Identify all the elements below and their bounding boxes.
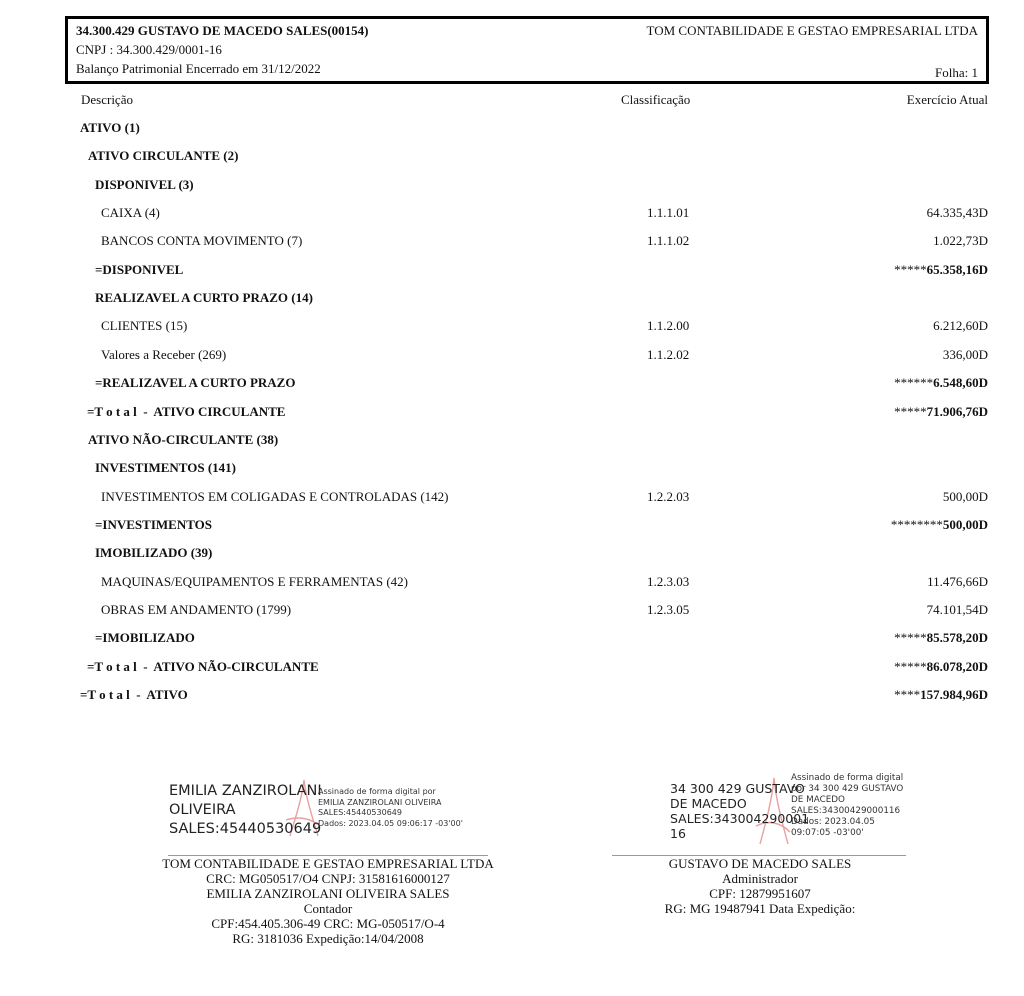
table-row bbox=[0, 628, 1024, 648]
row-description: REALIZAVEL A CURTO PRAZO (14) bbox=[95, 290, 313, 306]
right-signature-block: GUSTAVO DE MACEDO SALES Administrador CPF: 12879951607 RG: MG 19487941 Data Expedição: bbox=[664, 856, 856, 916]
column-header-classification: Classificação bbox=[621, 92, 691, 107]
row-description: BANCOS CONTA MOVIMENTO (7) bbox=[101, 233, 303, 249]
row-description: =T o t a l - ATIVO bbox=[80, 687, 188, 702]
row-classification: 1.2.3.03 bbox=[647, 573, 690, 589]
table-row bbox=[0, 458, 1024, 478]
row-classification: 1.2.2.03 bbox=[647, 488, 690, 504]
row-value-amount: 336,00D bbox=[942, 346, 988, 362]
column-header-current-year: Exercício Atual bbox=[906, 92, 988, 107]
row-value bbox=[927, 572, 988, 592]
left-signer-name: EMILIA ZANZIROLANI OLIVEIRA SALES:45440530649 bbox=[169, 783, 322, 837]
row-value bbox=[894, 657, 988, 677]
row-value-amount: 157.984,96D bbox=[920, 687, 988, 702]
company-name: 34.300.429 GUSTAVO DE MACEDO SALES(00154) bbox=[76, 23, 369, 38]
row-value-amount: 6.212,60D bbox=[933, 318, 988, 334]
row-description: CLIENTES (15) bbox=[101, 318, 188, 334]
row-value bbox=[894, 628, 988, 648]
row-value-asterisks: ****** bbox=[894, 375, 934, 391]
table-row bbox=[0, 345, 1024, 365]
row-value bbox=[933, 231, 988, 251]
row-description: ATIVO CIRCULANTE (2) bbox=[88, 148, 239, 164]
table-row bbox=[0, 231, 1024, 251]
row-description: =REALIZAVEL A CURTO PRAZO bbox=[95, 375, 296, 391]
row-value bbox=[943, 345, 988, 365]
row-value-asterisks: ***** bbox=[894, 658, 927, 674]
row-classification: 1.1.2.00 bbox=[647, 318, 690, 334]
left-signature-block: TOM CONTABILIDADE E GESTAO EMPRESARIAL LTDA CRC: MG050517/O4 CNPJ: 31581616000127 EMILIA ZANZIROLANI OLIVEIRA SALES Contador CPF:454.405.306-49 CRC: MG-050517/O-4 RG: 3181036 Expedição:14/04/2008 bbox=[162, 856, 494, 946]
row-description: =IMOBILIZADO bbox=[95, 630, 195, 646]
row-value-asterisks: ***** bbox=[894, 630, 927, 646]
table-row bbox=[0, 288, 1024, 308]
row-value-amount: 11.476,66D bbox=[927, 573, 988, 589]
table-row bbox=[0, 515, 1024, 535]
row-classification: 1.1.1.01 bbox=[647, 205, 690, 221]
row-description: Valores a Receber (269) bbox=[101, 346, 227, 362]
table-row bbox=[0, 316, 1024, 336]
row-description: =T o t a l - ATIVO NÃO-CIRCULANTE bbox=[87, 658, 319, 674]
table-row bbox=[0, 118, 1024, 138]
row-value-asterisks: ***** bbox=[894, 261, 927, 277]
table-row bbox=[0, 600, 1024, 620]
table-row bbox=[0, 260, 1024, 280]
row-value-amount: 6.548,60D bbox=[933, 375, 988, 391]
header-box bbox=[65, 16, 989, 84]
row-description: =INVESTIMENTOS bbox=[95, 516, 212, 532]
balance-title: Balanço Patrimonial Encerrado em 31/12/2022 bbox=[76, 61, 321, 76]
column-header-description: Descrição bbox=[81, 92, 133, 107]
row-value-amount: 86.078,20D bbox=[926, 658, 988, 674]
row-value-amount: 500,00D bbox=[942, 488, 988, 504]
row-description: DISPONIVEL (3) bbox=[95, 176, 194, 192]
accounting-firm: TOM CONTABILIDADE E GESTAO EMPRESARIAL LTDA bbox=[646, 23, 978, 38]
table-row bbox=[0, 430, 1024, 450]
row-value-asterisks: ******** bbox=[890, 516, 943, 532]
row-value bbox=[894, 373, 988, 393]
row-classification: 1.1.2.02 bbox=[647, 346, 690, 362]
company-cnpj: CNPJ : 34.300.429/0001-16 bbox=[76, 42, 222, 57]
table-row bbox=[0, 402, 1024, 422]
row-value-amount: 71.906,76D bbox=[926, 403, 988, 419]
left-digital-signature-info: Assinado de forma digital por EMILIA ZANZIROLANI OLIVEIRA SALES:45440530649 Dados: 2023.04.05 09:06:17 -03'00' bbox=[318, 787, 463, 828]
row-value-amount: 85.578,20D bbox=[926, 630, 988, 646]
table-row bbox=[0, 543, 1024, 563]
row-value bbox=[933, 316, 988, 336]
row-description: =T o t a l - ATIVO CIRCULANTE bbox=[87, 403, 286, 419]
right-digital-signature-info: Assinado de forma digital por 34 300 429 GUSTAVO DE MACEDO SALES:34300429000116 Dados: 2023.04.05 09:07:05 -03'00' bbox=[791, 773, 904, 838]
table-row bbox=[0, 175, 1024, 195]
row-description: ATIVO NÃO-CIRCULANTE (38) bbox=[88, 431, 279, 447]
row-classification: 1.2.3.05 bbox=[647, 601, 690, 617]
row-value bbox=[894, 260, 988, 280]
table-row bbox=[0, 487, 1024, 507]
row-description: MAQUINAS/EQUIPAMENTOS E FERRAMENTAS (42) bbox=[101, 573, 409, 589]
row-description: IMOBILIZADO (39) bbox=[95, 545, 213, 561]
table-row bbox=[0, 373, 1024, 393]
table-row bbox=[0, 685, 1024, 705]
row-description: INVESTIMENTOS EM COLIGADAS E CONTROLADAS (142) bbox=[101, 488, 449, 504]
row-classification: 1.1.1.02 bbox=[647, 233, 690, 249]
row-description: ATIVO (1) bbox=[80, 120, 140, 135]
row-value-amount: 64.335,43D bbox=[926, 205, 988, 221]
row-value-amount: 65.358,16D bbox=[926, 261, 988, 277]
table-row bbox=[0, 657, 1024, 677]
row-value bbox=[927, 203, 988, 223]
row-description: =DISPONIVEL bbox=[95, 261, 184, 277]
row-value bbox=[891, 515, 988, 535]
row-value-amount: 500,00D bbox=[942, 516, 988, 532]
row-value bbox=[927, 600, 988, 620]
table-row bbox=[0, 146, 1024, 166]
row-value bbox=[943, 487, 988, 507]
row-description: CAIXA (4) bbox=[101, 205, 160, 221]
row-value-amount: 1.022,73D bbox=[933, 233, 988, 249]
right-signer-name: 34 300 429 GUSTAVO DE MACEDO SALES:343004290001 16 bbox=[670, 781, 810, 841]
sheet-number: Folha: 1 bbox=[935, 65, 978, 80]
row-value-asterisks: ***** bbox=[894, 403, 927, 419]
table-row bbox=[0, 203, 1024, 223]
row-description: OBRAS EM ANDAMENTO (1799) bbox=[101, 601, 292, 617]
table-row bbox=[0, 572, 1024, 592]
row-value bbox=[894, 402, 988, 422]
row-value-asterisks: **** bbox=[894, 687, 921, 702]
row-value bbox=[894, 685, 988, 705]
row-description: INVESTIMENTOS (141) bbox=[95, 460, 236, 476]
row-value-amount: 74.101,54D bbox=[926, 601, 988, 617]
